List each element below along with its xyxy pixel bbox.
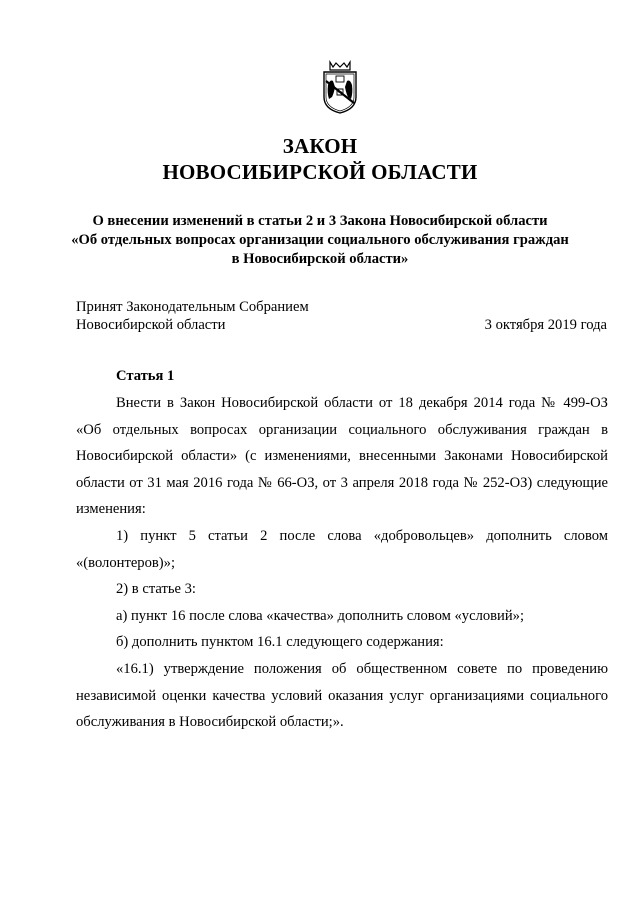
article-paragraph: б) дополнить пунктом 16.1 следующего содержания: [116,634,444,651]
article-paragraph: «16.1) утверждение положения об общественном совете по проведению независимой оценки качества условий оказания услуг организациями социального обслуживания в Новосибирской области;». [76,660,608,731]
article-paragraph: 2) в статье 3: [116,581,196,598]
article-body [76,390,608,736]
adopted-by-line-1: Принят Законодательным Собранием [76,299,309,315]
adopted-by-line-2: Новосибирской области [76,317,226,333]
article-paragraph: а) пункт 16 после слова «качества» дополнить словом «условий»; [116,607,525,624]
adoption-date: 3 октября 2019 года [484,317,607,333]
article-paragraph: 1) пункт 5 статьи 2 после слова «добровольцев» дополнить словом «(волонтеров)»; [76,527,608,571]
law-title-line-1: ЗАКОН [282,134,358,158]
novosibirsk-coat-of-arms-icon [316,59,364,115]
article-heading: Статья 1 [116,368,175,384]
law-subtitle-line-1: О внесении изменений в статьи 2 и 3 Закона Новосибирской области [92,213,548,229]
law-title-line-2: НОВОСИБИРСКОЙ ОБЛАСТИ [162,160,478,184]
law-subtitle-line-2: «Об отдельных вопросах организации социального обслуживания граждан [71,232,569,248]
article-paragraph: Внести в Закон Новосибирской области от 18 декабря 2014 года № 499-ОЗ «Об отдельных вопросах организации социального обслуживания граждан в Новосибирской области» (с изменениями, внесенными Законами Новосибирской области от 31 мая 2016 года № 66-ОЗ, от 3 апреля 2018 года № 252-ОЗ) следующие изменения: [76,395,608,518]
law-subtitle-line-3: в Новосибирской области» [231,251,409,267]
